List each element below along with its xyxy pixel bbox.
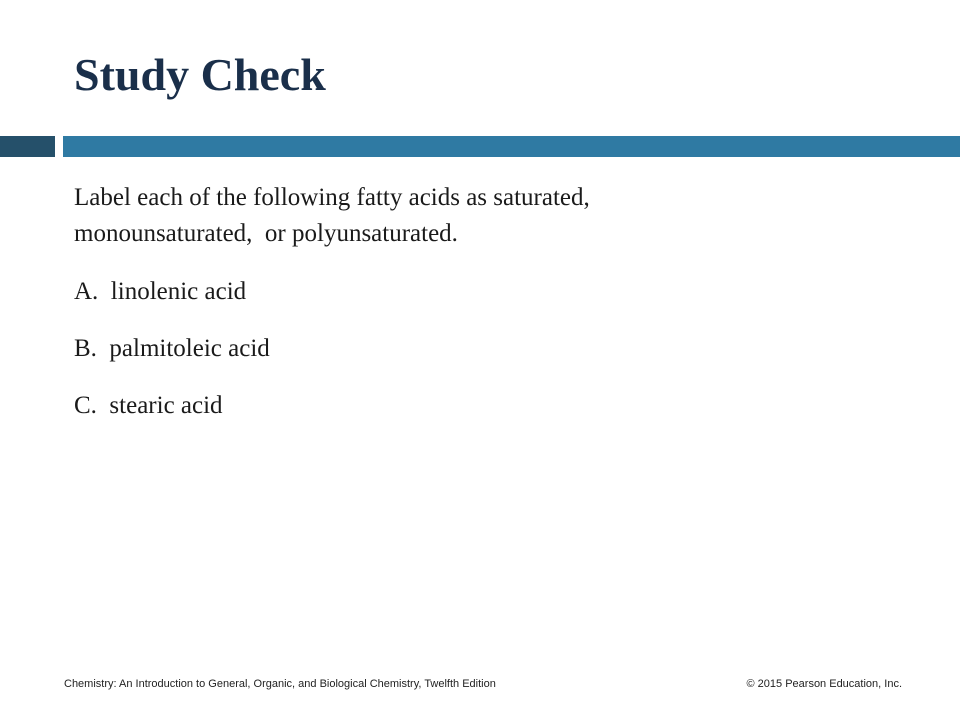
answer-item-b: B. palmitoleic acid: [74, 335, 270, 362]
slide-title: Study Check: [74, 49, 326, 100]
title-divider-right: [63, 136, 960, 157]
footer-book-title: Chemistry: An Introduction to General, Organic, and Biological Chemistry, Twelfth Edition: [64, 678, 496, 690]
answer-item-c: C. stearic acid: [74, 392, 223, 419]
question-prompt: [74, 180, 590, 252]
question-prompt-line-1: Label each of the following fatty acids as saturated,: [74, 184, 590, 211]
title-divider-left: [0, 136, 55, 157]
question-prompt-line-2: monounsaturated, or polyunsaturated.: [74, 220, 458, 247]
answer-item-a: A. linolenic acid: [74, 278, 247, 305]
footer-copyright: © 2015 Pearson Education, Inc.: [746, 678, 902, 690]
